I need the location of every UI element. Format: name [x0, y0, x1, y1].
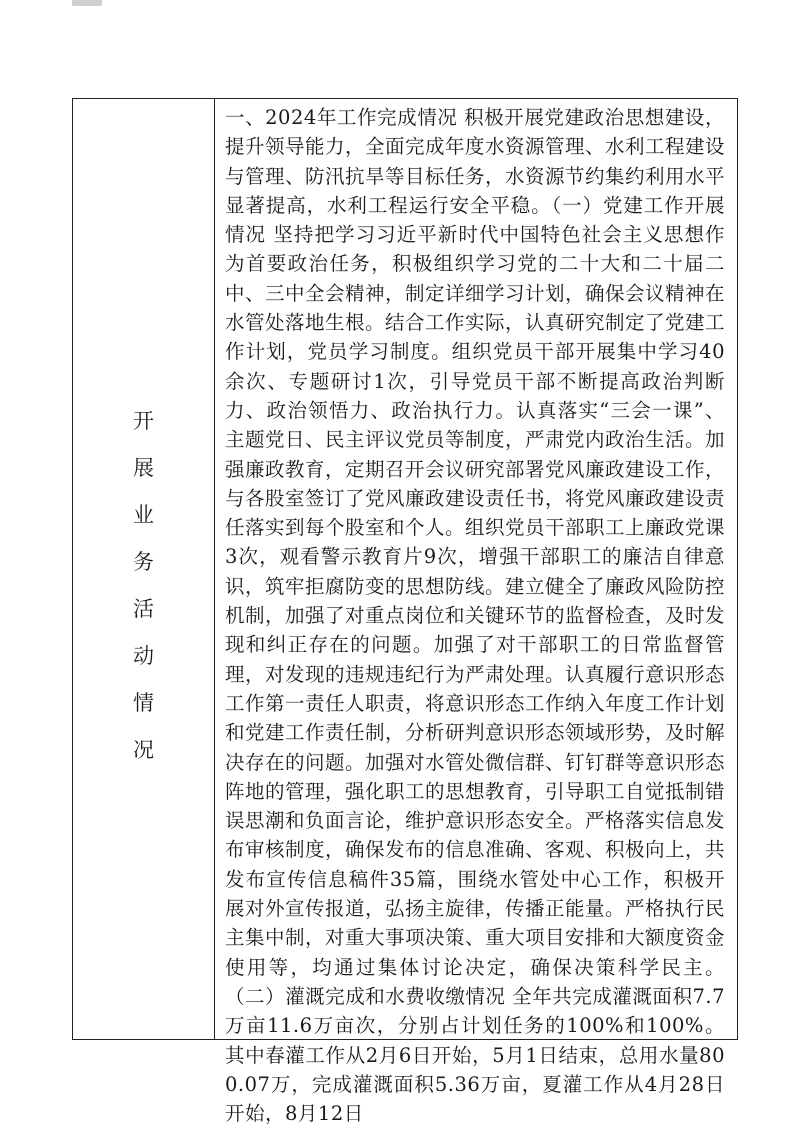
- label-char: 业: [133, 503, 154, 527]
- label-char: 动: [133, 644, 154, 668]
- label-text: [73, 411, 214, 787]
- activity-table: [72, 98, 738, 1126]
- label-char: 务: [133, 550, 154, 574]
- label-char: 况: [133, 738, 154, 762]
- corner-mark: [72, 0, 102, 6]
- label-char: 活: [133, 597, 154, 621]
- content-cell: [215, 99, 737, 1126]
- label-char: 展: [133, 456, 154, 480]
- content-paragraph: 一、2024年工作完成情况 积极开展党建政治思想建设，提升领导能力，全面完成年度水资源管理、水利工程建设与管理、防汛抗旱等目标任务，水资源节约集约利用水平显著提高，水利工程运行安全平稳。（一）党建工作开展情况 坚持把学习习近平新时代中国特色社会主义思想作为首要政治任务，积极组织学习党的二十大和二十届二中、三中全会精神，制定详细学习计划，确保会议精神在水管处落地生根。结合工作实际，认真研究制定了党建工作计划，党员学习制度。组织党员干部开展集中学习40余次、专题研讨1次，引导党员干部不断提高政治判断力、政治领悟力、政治执行力。认真落实“三会一课”、主题党日、民主评议党员等制度，严肃党内政治生活。加强廉政教育，定期召开会议研究部署党风廉政建设工作，与各股室签订了党风廉政建设责任书，将党风廉政建设责任落实到每个股室和个人。组织党员干部职工上廉政党课3次，观看警示教育片9次，增强干部职工的廉洁自律意识，筑牢拒腐防变的思想防线。建立健全了廉政风险防控机制，加强了对重点岗位和关键环节的监督检查，及时发现和纠正存在的问题。加强了对干部职工的日常监督管理，对发现的违规违纪行为严肃处理。认真履行意识形态工作第一责任人职责，将意识形态工作纳入年度工作计划和党建工作责任制，分析研判意识形态领域形势，及时解决存在的问题。加强对水管处微信群、钉钉群等意识形态阵地的管理，强化职工的思想教育，引导职工自觉抵制错误思潮和负面言论，维护意识形态安全。严格落实信息发布审核制度，确保发布的信息准确、客观、积极向上，共发布宣传信息稿件35篇，围绕水管处中心工作，积极开展对外宣传报道，弘扬主旋律，传播正能量。严格执行民主集中制，对重大事项决策、重大项目安排和大额度资金使用等，均通过集体讨论决定，确保决策科学民主。（二）灌溉完成和水费收缴情况 全年共完成灌溉面积7.7万亩11.6万亩次，分别占计划任务的100%和100%。其中春灌工作从2月6日开始，5月1日结束，总用水量800.07万，完成灌溉面积5.36万亩，夏灌工作从4月28日开始，8月12日: [225, 106, 726, 1126]
- label-char: 情: [133, 691, 154, 715]
- label-char: 开: [133, 409, 154, 433]
- label-cell: [73, 99, 215, 1039]
